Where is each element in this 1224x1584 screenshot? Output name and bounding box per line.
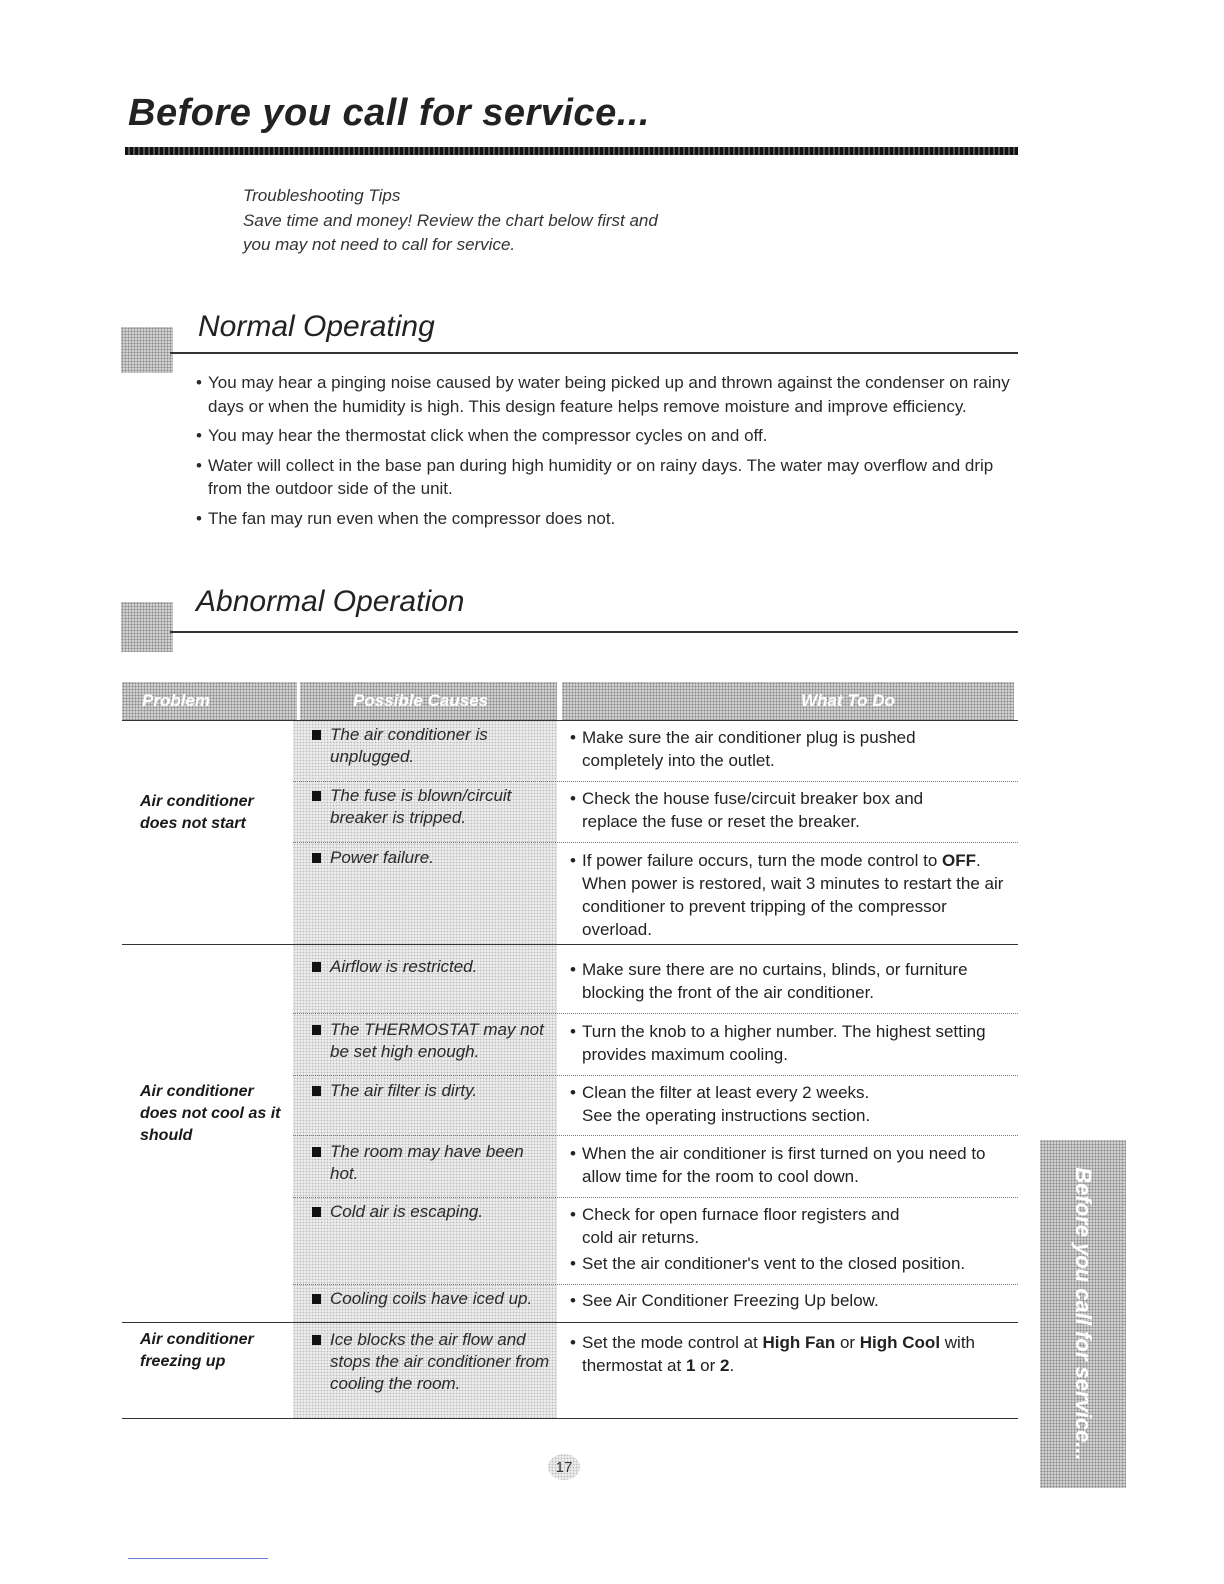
todo-text: • Clean the filter at least every 2 weeks. See the operating instructions section. [570, 1081, 900, 1127]
square-bullet-icon [312, 853, 321, 863]
todo-text-part: . When power is restored, wait 3 minutes to restart the air conditioner to prevent tripping of the compressor overload. [582, 851, 1004, 939]
square-bullet-icon [312, 1207, 321, 1217]
square-bullet-icon [312, 1294, 321, 1304]
table-rule [122, 1322, 1018, 1323]
todo-text: • Check the house fuse/circuit breaker box and replace the fuse or reset the breaker. [570, 787, 970, 833]
table-header-problem: Problem [122, 682, 297, 720]
cause-text: Airflow is restricted. [330, 957, 478, 976]
row-divider [293, 781, 1018, 782]
table-header-todo: What To Do [562, 682, 1014, 720]
row-divider [293, 1013, 1018, 1014]
cause-item [310, 1141, 550, 1185]
todo-text-part: with thermostat at [582, 1333, 976, 1375]
cause-text: Cooling coils have iced up. [330, 1289, 533, 1308]
square-bullet-icon [312, 962, 321, 972]
list-item: • Water will collect in the base pan during high humidity or on rainy days. The water may overflow and drip from the outdoor side of the unit. [196, 454, 1026, 501]
list-item: • The fan may run even when the compressor does not. [196, 507, 1026, 531]
todo-item [570, 1081, 900, 1127]
square-bullet-icon [312, 1335, 321, 1345]
todo-text [570, 1331, 1018, 1377]
todo-item [570, 1289, 1018, 1312]
todo-text-part: If power failure occurs, turn the mode control to [582, 851, 943, 870]
section-title-normal: Normal Operating [198, 310, 435, 343]
square-bullet-icon [312, 1086, 321, 1096]
todo-item [570, 1142, 990, 1188]
problem-label: Air conditioner freezing up [140, 1331, 254, 1370]
cause-text: Cold air is escaping. [330, 1202, 484, 1221]
table-rule [122, 1418, 1018, 1419]
table-rule [122, 944, 1018, 945]
section-title-abnormal: Abnormal Operation [196, 585, 465, 618]
cause-item [310, 1288, 550, 1310]
todo-item [570, 726, 960, 772]
cause-item [310, 785, 550, 829]
page-title: Before you call for service... [128, 92, 650, 134]
row-divider [293, 1135, 1018, 1136]
section-marker-block [121, 602, 173, 652]
square-bullet-icon [312, 730, 321, 740]
todo-item [570, 849, 1018, 941]
cause-item [310, 1019, 550, 1063]
todo-item [570, 1252, 1018, 1275]
row-divider [293, 1197, 1018, 1198]
section-rule [170, 631, 1018, 633]
todo-text [570, 849, 1018, 941]
intro-text-line: Save time and money! Review the chart below first and [243, 211, 658, 230]
todo-text-bold: 2 [719, 1356, 730, 1375]
todo-text: • See Air Conditioner Freezing Up below. [570, 1289, 1018, 1312]
todo-text-part: or [695, 1356, 720, 1375]
side-tab-label: Before you call for service... [1071, 1167, 1096, 1461]
todo-item [570, 1331, 1018, 1377]
row-divider [293, 1284, 1018, 1285]
cause-item [310, 847, 550, 869]
table-header-causes: Possible Causes [300, 682, 557, 720]
todo-item [570, 958, 1018, 1004]
title-rule [125, 147, 1018, 155]
list-item: • You may hear the thermostat click when the compressor cycles on and off. [196, 424, 1026, 448]
todo-text-bold: 1 [685, 1356, 696, 1375]
todo-text: • Check for open furnace floor registers and cold air returns. [570, 1203, 900, 1249]
normal-operating-list [196, 371, 1026, 536]
todo-item [570, 1203, 900, 1249]
problem-label: Air conditioner does not cool as it should [140, 1083, 281, 1144]
row-divider [293, 1075, 1018, 1076]
todo-text: • When the air conditioner is first turned on you need to allow time for the room to cool down. [570, 1142, 990, 1188]
todo-text: • Turn the knob to a higher number. The highest setting provides maximum cooling. [570, 1020, 990, 1066]
todo-text-part: . [729, 1356, 735, 1375]
list-item: • You may hear a pinging noise caused by water being picked up and thrown against the condenser on rainy days or when the humidity is high. This design feature helps remove moisture and improve efficiency. [196, 371, 1026, 418]
square-bullet-icon [312, 791, 321, 801]
side-tab [1040, 1140, 1126, 1488]
row-divider [293, 842, 1018, 843]
page-number: 17 [548, 1454, 580, 1480]
footer-rule [128, 1558, 268, 1559]
cause-item [310, 1329, 550, 1395]
intro-text-line: you may not need to call for service. [243, 235, 516, 254]
section-rule [170, 352, 1018, 354]
cause-item [310, 724, 550, 768]
cause-item [310, 956, 550, 978]
todo-text-part: or [835, 1333, 860, 1352]
cause-text: Power failure. [330, 848, 434, 867]
todo-text: • Make sure the air conditioner plug is pushed completely into the outlet. [570, 726, 960, 772]
problem-label: Air conditioner does not start [140, 793, 254, 832]
todo-text-bold: OFF [942, 851, 977, 870]
cause-text: The air filter is dirty. [330, 1081, 478, 1100]
intro-heading: Troubleshooting Tips [243, 186, 401, 205]
cause-text: The room may have been hot. [330, 1142, 524, 1183]
todo-text-part: Set the mode control at [582, 1333, 763, 1352]
todo-item [570, 787, 970, 833]
todo-text: • Set the air conditioner's vent to the closed position. [570, 1252, 1018, 1275]
cause-item [310, 1080, 550, 1102]
cause-item [310, 1201, 550, 1223]
square-bullet-icon [312, 1147, 321, 1157]
section-marker-block [121, 327, 173, 373]
cause-text: Ice blocks the air flow and stops the air conditioner from cooling the room. [330, 1330, 550, 1393]
todo-text: • Make sure there are no curtains, blinds, or furniture blocking the front of the air conditioner. [570, 958, 1018, 1004]
cause-text: The air conditioner is unplugged. [330, 725, 488, 766]
square-bullet-icon [312, 1025, 321, 1035]
table-rule [122, 720, 1018, 721]
todo-text-bold: High Cool [859, 1333, 941, 1352]
todo-text-bold: High Fan [762, 1333, 836, 1352]
cause-text: The THERMOSTAT may not be set high enough. [330, 1020, 544, 1061]
todo-item [570, 1020, 990, 1066]
cause-text: The fuse is blown/circuit breaker is tripped. [330, 786, 512, 827]
